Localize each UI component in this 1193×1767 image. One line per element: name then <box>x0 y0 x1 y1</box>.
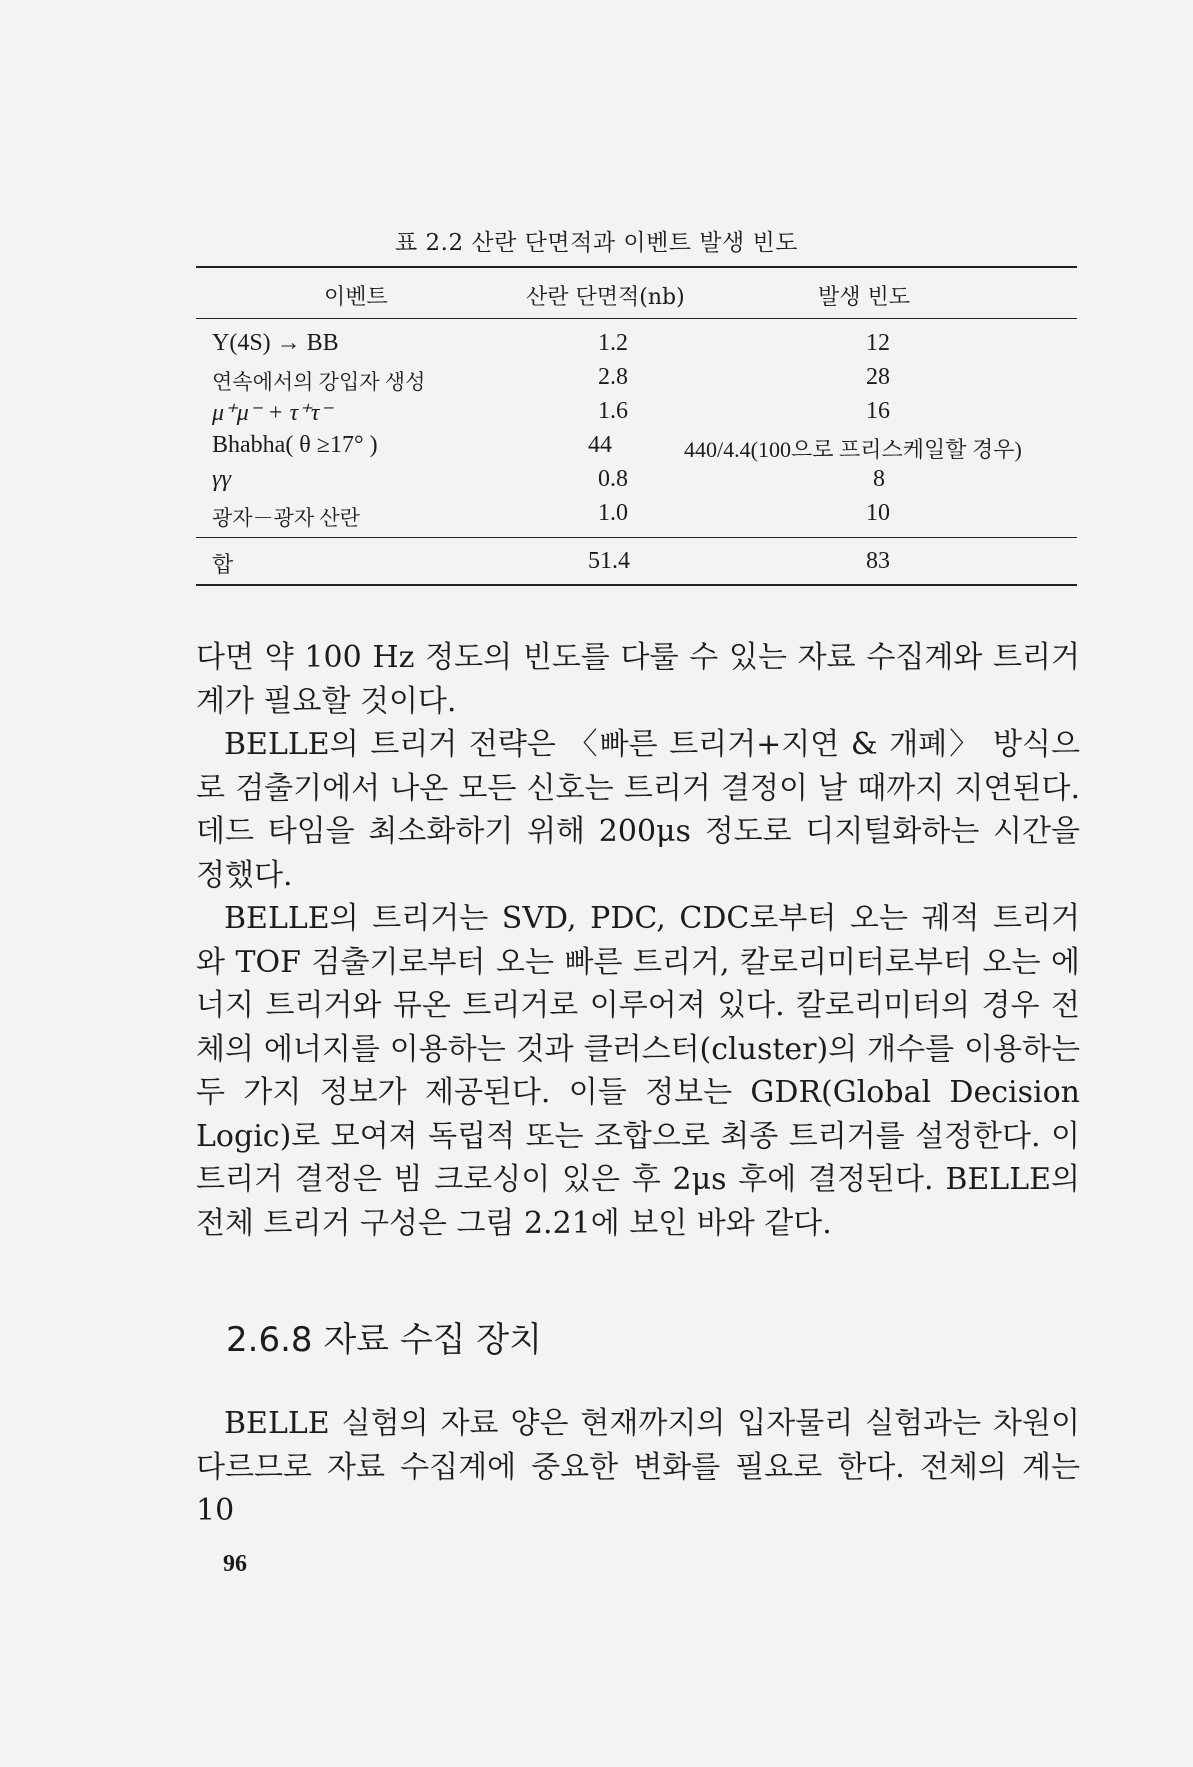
row-cross-section: 2.8 <box>598 364 628 390</box>
table-row <box>196 495 1077 529</box>
row-event: γγ <box>212 466 231 492</box>
table-caption: 표 2.2 산란 단면적과 이벤트 발생 빈도 <box>395 230 798 256</box>
paragraph: BELLE의 트리거는 SVD, PDC, CDC로부터 오는 궤적 트리거와 TOF 검출기로부터 오는 빠른 트리거, 칼로리미터로부터 오는 에너지 트리거와 뮤온 트리거로 이루어져 있다. 칼로리미터의 경우 전체의 에너지를 이용하는 것과 클러스터(cluster)의 개수를 이용하는 두 가지 정보가 제공된다. 이들 정보는 GDR(Global Decision Logic)로 모여져 독립적 또는 조합으로 최종 트리거를 설정한다. 이 트리거 결정은 빔 크로싱이 있은 후 2μs 후에 결정된다. BELLE의 전체 트리거 구성은 그림 2.21에 보인 바와 같다. <box>196 901 1080 1241</box>
total-cross-section: 51.4 <box>588 548 630 574</box>
table-row <box>196 359 1077 393</box>
table-total-row <box>196 538 1077 584</box>
section-body-text <box>196 1402 1080 1533</box>
row-cross-section: 0.8 <box>598 466 628 492</box>
row-frequency: 10 <box>866 500 890 526</box>
header-event: 이벤트 <box>324 285 388 310</box>
row-event: Bhabha( θ ≥17° ) <box>212 432 378 458</box>
row-frequency: 440/4.4(100으로 프리스케일할 경우) <box>684 437 1022 462</box>
row-cross-section: 1.2 <box>598 330 628 356</box>
total-frequency: 83 <box>866 548 890 574</box>
header-frequency: 발생 빈도 <box>818 285 911 310</box>
row-cross-section: 1.6 <box>598 398 628 424</box>
section-heading: 2.6.8 자료 수집 장치 <box>226 1320 542 1360</box>
row-event: Υ(4S) → BB <box>212 330 339 356</box>
table-row <box>196 325 1077 359</box>
table-row <box>196 393 1077 427</box>
row-frequency: 8 <box>873 466 885 492</box>
row-cross-section: 44 <box>588 432 612 458</box>
row-frequency: 28 <box>866 364 890 390</box>
total-label: 합 <box>212 552 234 577</box>
paragraph: 다면 약 100 Hz 정도의 빈도를 다룰 수 있는 자료 수집계와 트리거계가 필요할 것이다. <box>196 640 1080 719</box>
table-row <box>196 461 1077 495</box>
page-number: 96 <box>223 1551 247 1577</box>
table-row <box>196 427 1077 461</box>
row-frequency: 12 <box>866 330 890 356</box>
body-text <box>196 636 1080 1245</box>
header-cross-section: 산란 단면적(nb) <box>526 285 685 310</box>
row-event: μ⁺μ⁻ + τ⁺τ⁻ <box>212 400 333 426</box>
paragraph: BELLE 실험의 자료 양은 현재까지의 입자물리 실험과는 차원이 다르므로 자료 수집계에 중요한 변화를 필요로 한다. 전체의 계는 10 <box>196 1406 1080 1528</box>
row-cross-section: 1.0 <box>598 500 628 526</box>
row-frequency: 16 <box>866 398 890 424</box>
table-bottom-rule <box>196 584 1077 586</box>
row-event: 광자－광자 산란 <box>212 506 360 530</box>
cross-section-table <box>196 266 1077 586</box>
paragraph: BELLE의 트리거 전략은 〈빠른 트리거+지연 & 개폐〉 방식으로 검출기에서 나온 모든 신호는 트리거 결정이 날 때까지 지연된다. 데드 타임을 최소화하기 위해 200μs 정도로 디지털화하는 시간을 정했다. <box>196 727 1080 893</box>
row-event: 연속에서의 강입자 생성 <box>212 370 426 394</box>
table-header-row <box>196 268 1077 318</box>
